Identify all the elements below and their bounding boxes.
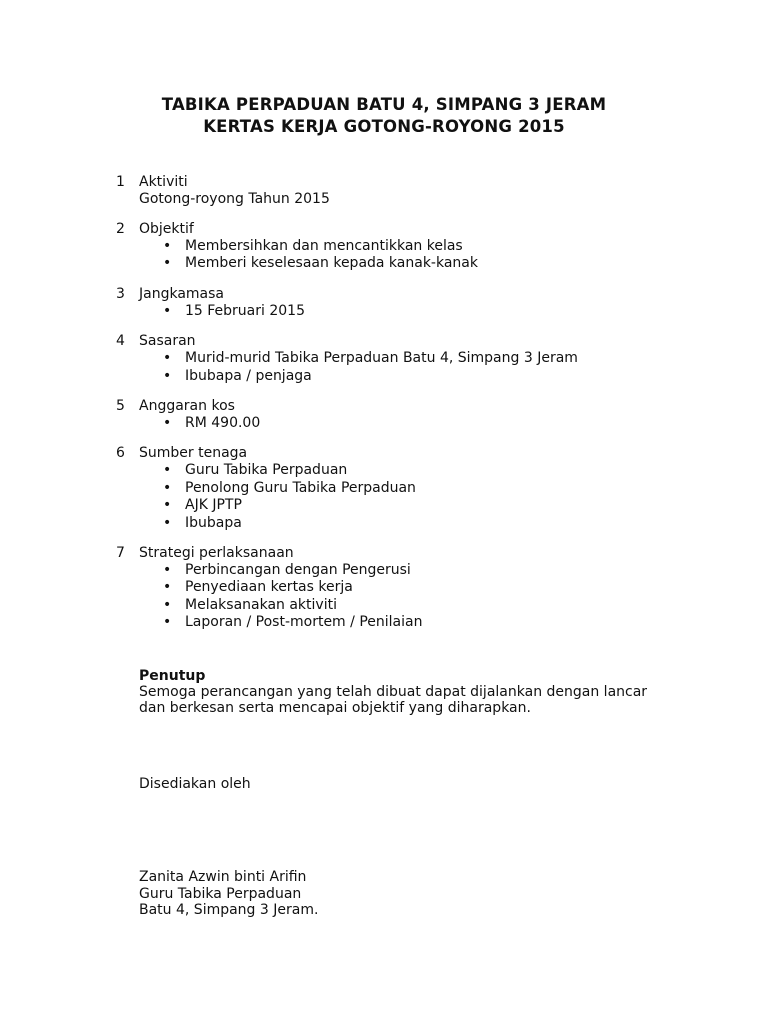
- section-list: [116, 174, 736, 645]
- list-item: [163, 238, 736, 255]
- signature-block: [139, 869, 318, 919]
- list-item-text: Melaksanakan aktiviti: [185, 596, 337, 613]
- list-item: [163, 255, 736, 272]
- list-item-text: Membersihkan dan mencantikkan kelas: [185, 238, 463, 254]
- bullet-list: [163, 303, 736, 320]
- bullet-icon: •: [163, 302, 172, 319]
- bullet-list: [163, 350, 736, 385]
- bullet-icon: •: [163, 238, 172, 254]
- closing-section: [139, 668, 699, 716]
- list-item: [163, 350, 736, 367]
- list-item: [163, 614, 736, 631]
- list-item-text: RM 490.00: [185, 415, 261, 432]
- bullet-icon: •: [163, 350, 172, 367]
- section-number: 5: [116, 398, 125, 415]
- bullet-icon: •: [163, 367, 172, 384]
- list-item: [163, 415, 736, 432]
- section-number: 6: [116, 445, 125, 462]
- section-sasaran: [116, 333, 736, 385]
- list-item-text: Laporan / Post-mortem / Penilaian: [185, 614, 423, 631]
- section-aktiviti: [116, 174, 736, 208]
- list-item-text: Murid-murid Tabika Perpaduan Batu 4, Simpang 3 Jeram: [185, 350, 578, 367]
- list-item-text: Guru Tabika Perpaduan: [185, 462, 348, 479]
- section-number: 3: [116, 285, 125, 302]
- bullet-icon: •: [163, 514, 172, 531]
- section-number: 2: [116, 221, 125, 237]
- list-item: [163, 368, 736, 385]
- section-heading: Jangkamasa: [139, 285, 224, 302]
- section-number: 4: [116, 333, 125, 350]
- bullet-list: [163, 562, 736, 632]
- bullet-icon: •: [163, 415, 172, 432]
- closing-line-1: Semoga perancangan yang telah dibuat dapat dijalankan dengan lancar: [139, 684, 648, 700]
- section-heading: Strategi perlaksanaan: [139, 545, 294, 562]
- list-item-text: Memberi keselesaan kepada kanak-kanak: [185, 255, 478, 272]
- bullet-icon: •: [163, 579, 172, 596]
- section-anggaran-kos: [116, 398, 736, 432]
- document-title-line-1: TABIKA PERPADUAN BATU 4, SIMPANG 3 JERAM: [161, 95, 607, 114]
- section-heading: Objektif: [139, 221, 194, 237]
- section-number: 1: [116, 174, 125, 190]
- list-item: [163, 497, 736, 514]
- list-item: [163, 462, 736, 479]
- list-item-text: Penolong Guru Tabika Perpaduan: [185, 479, 416, 496]
- list-item: [163, 579, 736, 596]
- section-heading: Sumber tenaga: [139, 445, 248, 462]
- bullet-icon: •: [163, 462, 172, 479]
- prepared-by-label: Disediakan oleh: [139, 776, 251, 792]
- section-objektif: [116, 221, 736, 273]
- list-item: [163, 480, 736, 497]
- list-item: [163, 597, 736, 614]
- bullet-icon: •: [163, 479, 172, 496]
- section-heading: Sasaran: [139, 333, 196, 350]
- bullet-icon: •: [163, 255, 172, 272]
- bullet-icon: •: [163, 614, 172, 631]
- section-heading: Aktiviti: [139, 174, 188, 190]
- signatory-name: Zanita Azwin binti Arifin: [139, 869, 307, 885]
- signatory-role: Guru Tabika Perpaduan: [139, 885, 302, 902]
- list-item-text: Perbincangan dengan Pengerusi: [185, 562, 411, 579]
- bullet-icon: •: [163, 596, 172, 613]
- bullet-list: [163, 238, 736, 273]
- document-title-line-2: KERTAS KERJA GOTONG-ROYONG 2015: [203, 117, 565, 136]
- list-item-text: Ibubapa / penjaga: [185, 367, 312, 384]
- bullet-list: [163, 462, 736, 532]
- section-sumber-tenaga: [116, 445, 736, 532]
- list-item: [163, 515, 736, 532]
- bullet-icon: •: [163, 562, 172, 579]
- signatory-location: Batu 4, Simpang 3 Jeram.: [139, 902, 319, 918]
- bullet-icon: •: [163, 497, 172, 514]
- list-item: [163, 303, 736, 320]
- section-strategi: [116, 545, 736, 632]
- list-item-text: Penyediaan kertas kerja: [185, 579, 353, 596]
- section-jangkamasa: [116, 286, 736, 320]
- list-item-text: 15 Februari 2015: [185, 302, 305, 319]
- closing-heading: Penutup: [139, 668, 206, 684]
- section-number: 7: [116, 545, 125, 562]
- list-item-text: Ibubapa: [185, 514, 242, 531]
- section-heading: Anggaran kos: [139, 398, 235, 415]
- list-item: [163, 562, 736, 579]
- closing-line-2: dan berkesan serta mencapai objektif yang diharapkan.: [139, 700, 531, 716]
- section-subtext: Gotong-royong Tahun 2015: [139, 191, 330, 207]
- bullet-list: [163, 415, 736, 432]
- list-item-text: AJK JPTP: [185, 497, 242, 514]
